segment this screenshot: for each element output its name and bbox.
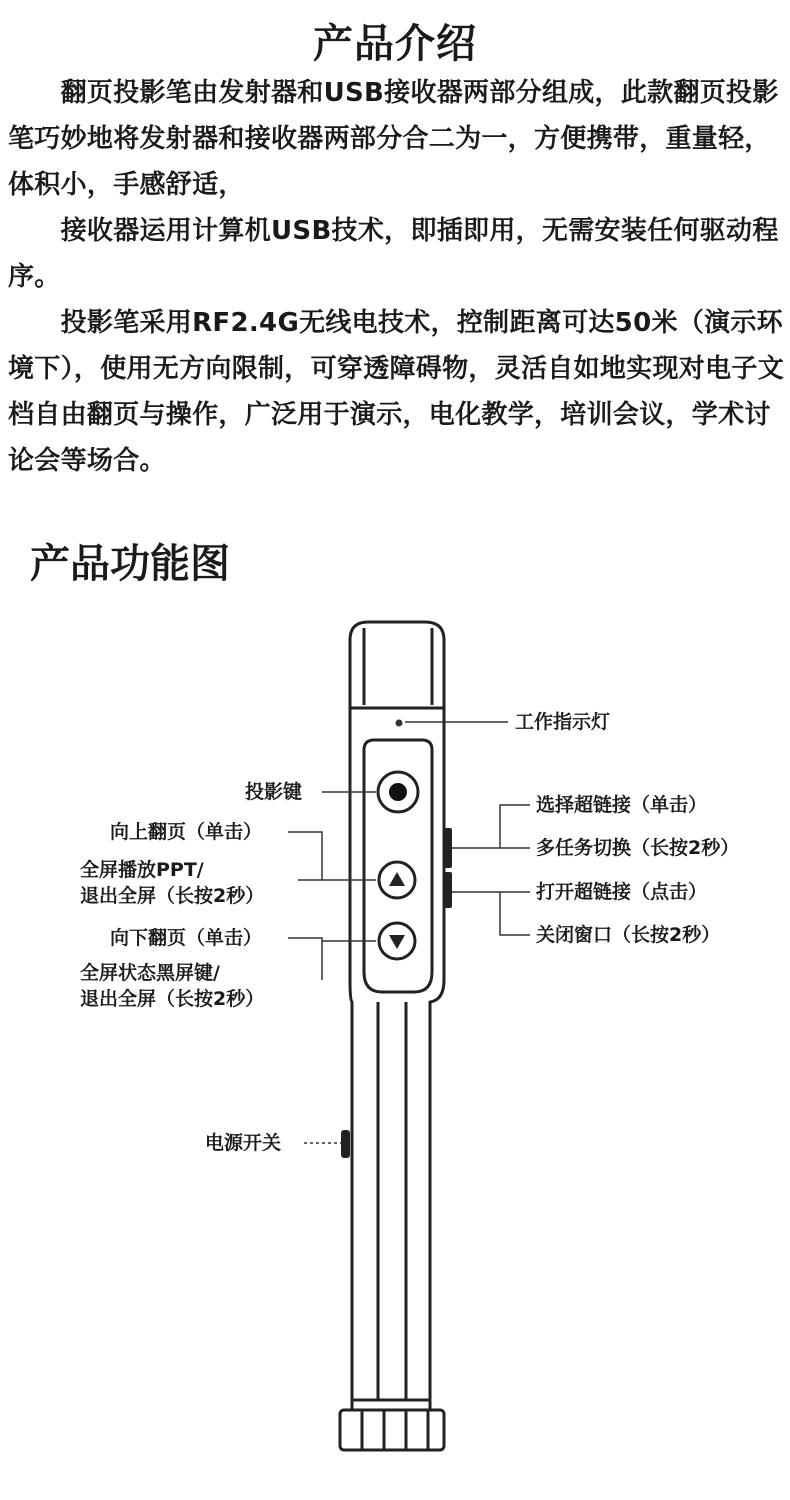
label-power: 电源开关 <box>205 1132 282 1154</box>
label-indicator: 工作指示灯 <box>515 711 611 733</box>
pen-illustration <box>0 600 790 1500</box>
side-button-lower <box>444 872 452 908</box>
power-switch <box>341 1130 350 1158</box>
label-close-window: 关闭窗口（长按2秒） <box>536 924 721 946</box>
label-fullscreen-ppt-1: 全屏播放PPT/ <box>80 859 204 881</box>
leader-side-upper <box>452 805 530 848</box>
label-projection-key: 投影键 <box>245 781 303 803</box>
label-page-down: 向下翻页（单击） <box>110 927 263 949</box>
intro-paragraph-1: 翻页投影笔由发射器和USB接收器两部分组成，此款翻页投影笔巧妙地将发射器和接收器两部分合二为一，方便携带，重量轻，体积小，手感舒适， <box>8 78 779 200</box>
intro-paragraph-2: 接收器运用计算机USB技术，即插即用，无需安装任何驱动程序。 <box>8 216 779 292</box>
label-blackscreen-1: 全屏状态黑屏键/ <box>80 962 220 984</box>
leader-side-lower <box>452 892 530 935</box>
label-select-link: 选择超链接（单击） <box>536 794 708 816</box>
indicator-light <box>396 720 403 727</box>
intro-paragraph-3: 投影笔采用RF2.4G无线电技术，控制距离可达50米（演示环境下），使用无方向限制，可穿透障碍物，灵活自如地实现对电子文档自由翻页与操作，广泛用于演示，电化教学，培训会议，学术讨论会等场合。 <box>8 308 785 476</box>
intro-text <box>8 70 788 484</box>
product-diagram <box>0 600 790 1500</box>
diagram-title: 产品功能图 <box>30 541 230 587</box>
label-open-link: 打开超链接（点击） <box>536 881 708 903</box>
label-blackscreen-2: 退出全屏（长按2秒） <box>80 988 265 1010</box>
intro-title: 产品介绍 <box>313 21 477 67</box>
button-panel <box>364 740 432 992</box>
pen-grip-lines <box>378 1002 406 1400</box>
label-fullscreen-ppt-2: 退出全屏（长按2秒） <box>80 885 265 907</box>
label-multitask: 多任务切换（长按2秒） <box>536 837 740 859</box>
pen-cap-line <box>364 628 432 705</box>
side-button-upper <box>444 828 452 868</box>
label-page-up: 向上翻页（单击） <box>110 821 263 843</box>
